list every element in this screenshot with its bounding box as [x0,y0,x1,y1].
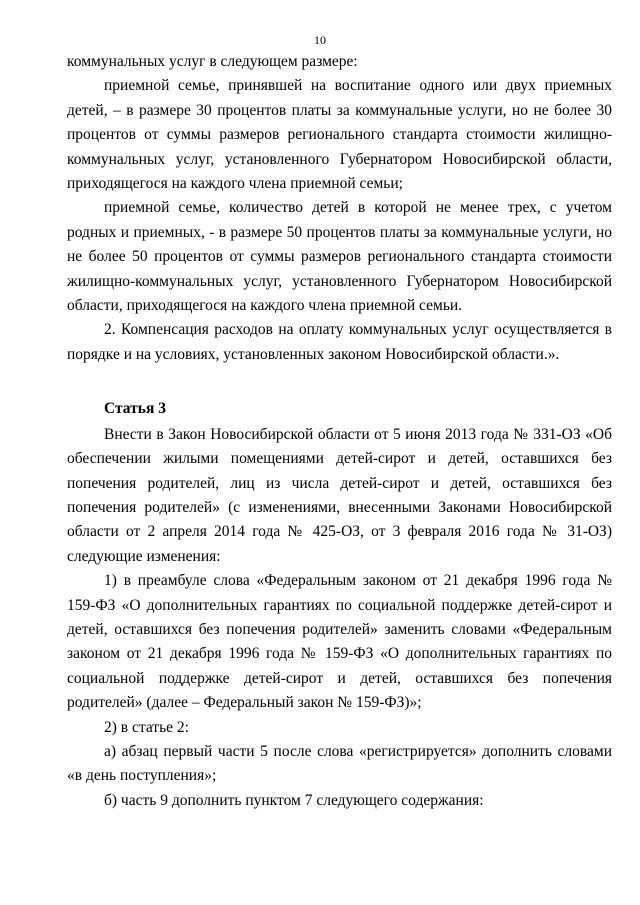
paragraph-item-2-article-2: 2) в статье 2: [104,718,189,736]
document-body [67,50,612,813]
paragraph-item-1-preamble: 1) в преамбуле слова «Федеральным законом от 21 декабря 1996 года № 159-ФЗ «О дополнительных гарантиях по социальной поддержке детей-сирот и детей, оставшихся без попечения родителей» заменить словами «Федеральным законом от 21 декабря 1996 года № 159-ФЗ «О дополнительных гарантиях по социальной поддержке детей-сирот и детей, оставшихся без попечения родителей» (далее – Федеральный закон № 159-ФЗ)»; [67,572,612,712]
paragraph-compensation-order: 2. Компенсация расходов на оплату коммунальных услуг осуществляется в порядке и на условиях, установленных законом Новосибирской области.». [67,321,612,363]
paragraph-continuation: коммунальных услуг в следующем размере: [67,53,358,70]
paragraph-subitem-a: а) абзац первый части 5 после слова «регистрируется» дополнить словами «в день поступления»; [67,742,612,785]
article-title: Статья 3 [104,400,166,418]
paragraph-amendment-intro: Внести в Закон Новосибирской области от 5 июня 2013 года № 331-ОЗ «Об обеспечении жилыми помещениями детей-сирот и детей, оставшихся без попечения родителей, лиц из числа детей-сирот и детей, оставшихся без попечения родителей» (с изменениями, внесенными Законами Новосибирской области от 2 апреля 2014 года № 425-ОЗ, от 3 февраля 2016 года № 31-ОЗ) следующие изменения: [67,425,612,565]
paragraph-foster-family-3-children: приемной семье, количество детей в которой не менее трех, с учетом родных и приемных, - в размере 50 процентов платы за коммунальные услуги, но не более 50 процентов от суммы размеров регионального стандарта стоимости жилищно-коммунальных услуг, установленного Губернатором Новосибирской области, приходящегося на каждого члена приемной семьи. [67,199,612,315]
paragraph-foster-family-1-2-children: приемной семье, принявшей на воспитание одного или двух приемных детей, – в размере 30 процентов платы за коммунальные услуги, но не более 30 процентов от суммы размеров регионального стандарта стоимости жилищно-коммунальных услуг, установленного Губернатором Новосибирской области, приходящегося на каждого члена приемной семьи; [67,77,612,193]
page-number: 10 [314,33,326,47]
paragraph-subitem-b: б) часть 9 дополнить пунктом 7 следующего содержания: [104,791,484,809]
